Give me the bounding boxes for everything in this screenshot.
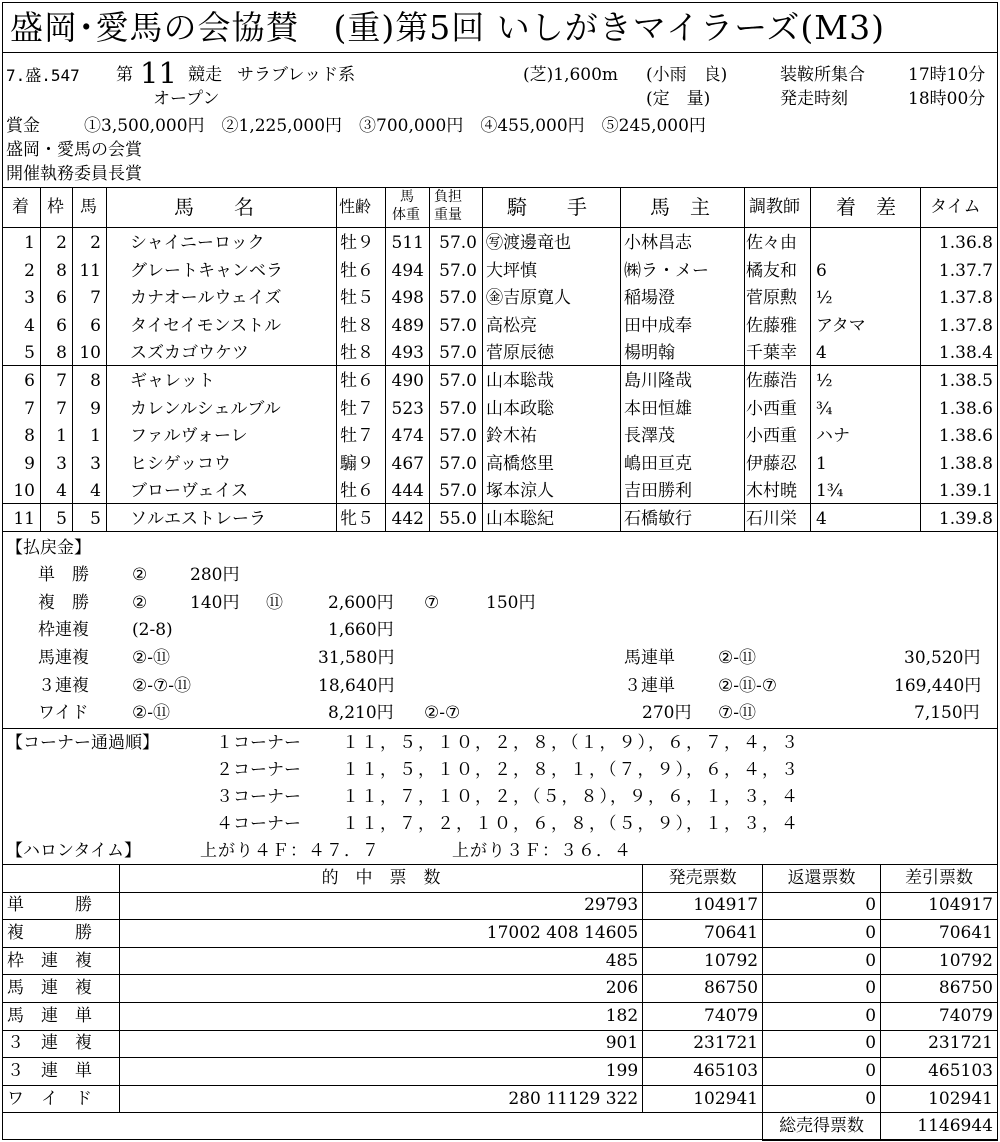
sales-net: 10792 [881, 947, 998, 975]
result-name: ファルヴォーレ [130, 426, 248, 447]
result-wt: 57.0 [439, 315, 477, 336]
corner-2-label: ２コーナー [216, 760, 301, 780]
result-frame: 8 [56, 343, 67, 364]
sales-hdr-refund: 返還票数 [763, 865, 881, 893]
result-jockey: 山本聡哉 [486, 371, 554, 391]
sales-hdr-hit: 的 中 票 数 [119, 865, 642, 893]
corners-heading: 【コーナー通過順】 [6, 733, 159, 753]
results-group-divider [2, 503, 998, 504]
sales-label: 複 勝 [3, 920, 120, 948]
hdr-trainer: 調教師 [749, 197, 800, 217]
sales-row [3, 947, 998, 975]
meeting-code: 7.盛.547 [6, 66, 80, 85]
sales-label: 単 勝 [3, 892, 120, 920]
sales-row [3, 975, 998, 1003]
result-num: 4 [90, 481, 101, 502]
result-sexage: 牡８ [340, 343, 374, 364]
fukusho-amount-3: 150円 [486, 593, 536, 613]
sales-row [3, 1058, 998, 1086]
result-row [2, 394, 998, 422]
hdr-jockey: 騎 手 [507, 195, 587, 219]
result-time: 1.39.1 [938, 481, 993, 502]
result-jockey: 塚本涼人 [486, 481, 554, 502]
result-rank: 1 [24, 233, 35, 253]
fukusho-combo-3: ⑦ [424, 593, 440, 613]
result-owner: 楊明翰 [624, 343, 675, 364]
course: (芝)1,600m [523, 65, 619, 85]
fukusho-combo-2: ⑪ [266, 593, 283, 613]
sales-sold: 465103 [643, 1058, 763, 1086]
result-jockey: 山本聡紀 [486, 509, 554, 529]
results-header-cells [2, 187, 998, 228]
result-owner: 嶋田亘克 [624, 453, 692, 474]
result-owner: ㈱ラ・メー [624, 260, 709, 281]
hdr-frame: 枠 [47, 197, 64, 217]
result-owner: 本田恒雄 [624, 398, 692, 419]
post-label: 発走時刻 [780, 89, 848, 109]
sales-sold: 86750 [643, 975, 763, 1003]
sales-total-value: 1146944 [881, 1113, 998, 1141]
sales-label: ３ 連 複 [3, 1030, 120, 1058]
result-trainer: 佐々由 [746, 233, 797, 253]
result-name: タイセイモンストル [130, 315, 282, 336]
result-trainer: 小西重 [746, 398, 797, 419]
hdr-num: 馬 [80, 197, 97, 217]
result-time: 1.39.8 [938, 509, 993, 529]
result-margin: ハナ [816, 426, 850, 447]
umatan-combo: ②-⑪ [718, 648, 756, 668]
sales-row [3, 892, 998, 920]
corner-4-order: １１，７，２，１０，６，８，（５，９），１，３，４ [342, 814, 800, 834]
result-name: カレンルシェルブル [130, 398, 281, 419]
result-wt: 57.0 [439, 260, 477, 281]
result-trainer: 伊藤忍 [746, 453, 797, 474]
result-bw: 498 [391, 288, 424, 309]
result-bw: 474 [391, 426, 424, 447]
sales-hit: 17002 408 14605 [119, 920, 642, 948]
result-jockey: 菅原辰徳 [486, 343, 554, 364]
umatan-label: 馬連単 [624, 648, 675, 668]
result-row [2, 338, 998, 366]
result-jockey: 鈴木祐 [486, 426, 537, 447]
prize-label: 賞金 [6, 116, 40, 136]
sales-hit: 485 [119, 947, 642, 975]
race-class: オープン [153, 89, 220, 109]
sales-sold: 231721 [643, 1030, 763, 1058]
result-margin: 1 [816, 453, 827, 474]
last-3f: 上がり３Ｆ：３６．４ [452, 841, 632, 861]
result-row [2, 476, 998, 504]
sales-row [3, 1002, 998, 1030]
umaren-amount: 31,580円 [318, 648, 395, 668]
sales-hit: 182 [119, 1002, 642, 1030]
result-rank: 6 [24, 371, 35, 391]
sales-net: 231721 [881, 1030, 998, 1058]
result-rank: 3 [24, 288, 35, 309]
hdr-margin: 着 差 [836, 195, 896, 219]
result-time: 1.38.6 [938, 426, 993, 447]
hdr-wt-1: 負担 [434, 189, 462, 205]
result-num: 7 [90, 288, 101, 309]
sales-hit: 280 11129 322 [119, 1085, 642, 1113]
result-rank: 10 [13, 481, 35, 502]
result-num: 1 [90, 426, 101, 447]
result-num: 11 [79, 260, 101, 281]
result-wt: 57.0 [439, 371, 477, 391]
sales-hit: 206 [119, 975, 642, 1003]
result-sexage: 騸９ [340, 453, 374, 474]
result-owner: 吉田勝利 [624, 481, 692, 502]
results-bottom-border [2, 531, 998, 532]
sales-label: ワ イ ド [3, 1085, 120, 1113]
sales-hdr-net: 差引票数 [881, 865, 998, 893]
breed: サラブレッド系 [237, 65, 356, 85]
fukusho-combo-1: ② [132, 593, 148, 613]
result-trainer: 小西重 [746, 426, 797, 447]
result-rank: 11 [13, 509, 35, 529]
results-table [2, 228, 998, 532]
result-sexage: 牡５ [340, 288, 374, 309]
result-sexage: 牡７ [340, 426, 374, 447]
result-wt: 57.0 [439, 233, 477, 253]
tansho-combo: ② [132, 565, 148, 585]
result-name: ブローヴェイス [130, 481, 249, 502]
sales-refund: 0 [763, 1030, 881, 1058]
result-frame: 3 [56, 453, 67, 474]
result-frame: 2 [56, 233, 67, 253]
sales-row [3, 1030, 998, 1058]
title-divider [2, 52, 998, 53]
result-jockey: ㊎吉原寛人 [486, 288, 571, 309]
result-bw: 511 [391, 233, 424, 253]
furlong-heading: 【ハロンタイム】 [6, 841, 141, 861]
result-row [2, 311, 998, 339]
result-sexage: 牡９ [340, 233, 374, 253]
result-bw: 490 [391, 371, 424, 391]
corner-4-label: ４コーナー [216, 814, 301, 834]
result-name: カナオールウェイズ [130, 288, 282, 309]
post-time: 18時00分 [908, 89, 986, 109]
race-number: 11 [140, 56, 177, 90]
sales-label: 馬 連 複 [3, 975, 120, 1003]
sales-row [3, 1085, 998, 1113]
result-trainer: 橘友和 [746, 260, 797, 281]
sales-table [2, 864, 998, 1141]
result-bw: 523 [391, 398, 424, 419]
result-owner: 島川隆哉 [624, 371, 692, 391]
sales-sold: 74079 [643, 1002, 763, 1030]
hdr-bw-2: 体重 [392, 207, 420, 223]
sales-refund: 0 [763, 892, 881, 920]
result-row [2, 421, 998, 449]
result-time: 1.37.7 [938, 260, 993, 281]
result-margin: ¾ [816, 398, 833, 419]
sales-net: 102941 [881, 1085, 998, 1113]
result-owner: 小林昌志 [624, 233, 692, 253]
result-time: 1.36.8 [938, 233, 993, 253]
sales-hit: 901 [119, 1030, 642, 1058]
result-trainer: 木村暁 [746, 481, 797, 502]
assembly-time: 17時10分 [908, 65, 986, 85]
result-num: 6 [90, 315, 101, 336]
result-jockey: ㊢渡邊竜也 [486, 233, 571, 253]
results-group-divider [2, 365, 998, 366]
result-trainer: 佐藤雅 [746, 315, 797, 336]
result-wt: 57.0 [439, 453, 477, 474]
result-sexage: 牡７ [340, 398, 374, 419]
result-num: 5 [90, 509, 101, 529]
tansho-label: 単 勝 [38, 565, 89, 585]
sales-total-label: 総売得票数 [763, 1113, 881, 1141]
result-bw: 493 [391, 343, 424, 364]
result-name: グレートキャンベラ [130, 260, 283, 281]
result-time: 1.37.8 [938, 315, 993, 336]
result-time: 1.38.8 [938, 453, 993, 474]
result-rank: 2 [24, 260, 35, 281]
corner-2-order: １１，５，１０，２，８，１，（７，９），６，４，３ [342, 760, 800, 780]
result-owner: 稲場澄 [624, 288, 675, 309]
sanrenpuku-amount: 18,640円 [318, 676, 395, 696]
result-num: 10 [79, 343, 101, 364]
result-time: 1.38.5 [938, 371, 993, 391]
sales-total-row [3, 1113, 998, 1141]
sanrentan-combo: ②-⑪-⑦ [718, 676, 777, 696]
wide-combo-2: ②-⑦ [424, 703, 461, 723]
result-bw: 442 [391, 509, 424, 529]
result-name: ギャレット [130, 371, 215, 391]
result-frame: 4 [56, 481, 67, 502]
hdr-name: 馬 名 [174, 195, 254, 219]
result-frame: 1 [56, 426, 67, 447]
award-2: 開催執務委員長賞 [6, 164, 142, 184]
tansho-amount: 280円 [190, 565, 240, 585]
result-owner: 田中成奉 [624, 315, 692, 336]
umatan-amount: 30,520円 [904, 648, 981, 668]
sanrenpuku-label: ３連複 [38, 676, 89, 696]
sales-header-row [3, 865, 998, 893]
wakuren-combo: (2-8) [132, 620, 173, 640]
result-frame: 7 [56, 371, 67, 391]
sales-refund: 0 [763, 1002, 881, 1030]
wide-label: ワイド [38, 703, 89, 723]
result-frame: 5 [56, 509, 67, 529]
sales-net: 104917 [881, 892, 998, 920]
sales-net: 465103 [881, 1058, 998, 1086]
result-row [2, 366, 998, 394]
result-name: ソルエストレーラ [130, 509, 266, 529]
result-wt: 57.0 [439, 398, 477, 419]
sales-refund: 0 [763, 947, 881, 975]
award-1: 盛岡・愛馬の会賞 [6, 140, 142, 160]
result-row [2, 504, 998, 532]
result-rank: 4 [24, 315, 35, 336]
sales-net: 70641 [881, 920, 998, 948]
wide-amount-2: 270円 [642, 703, 692, 723]
result-num: 8 [90, 371, 101, 391]
weight-rule: (定 量) [646, 89, 711, 109]
result-bw: 467 [391, 453, 424, 474]
result-owner: 石橋敏行 [624, 509, 692, 529]
result-time: 1.38.4 [938, 343, 993, 364]
umaren-combo: ②-⑪ [132, 648, 170, 668]
result-name: スズカゴウケツ [130, 343, 249, 364]
hdr-rank: 着 [12, 197, 29, 217]
sales-label: ３ 連 単 [3, 1058, 120, 1086]
sales-refund: 0 [763, 920, 881, 948]
corner-3-order: １１，７，１０，２，（５，８），９，６，１，３，４ [342, 787, 800, 807]
result-wt: 57.0 [439, 343, 477, 364]
result-jockey: 高松亮 [486, 315, 537, 336]
result-rank: 7 [24, 398, 35, 419]
result-margin: 4 [816, 509, 827, 529]
sales-hit: 199 [119, 1058, 642, 1086]
result-bw: 489 [391, 315, 424, 336]
result-jockey: 大坪慎 [486, 260, 537, 281]
result-num: 9 [90, 398, 101, 419]
result-num: 2 [90, 233, 101, 253]
result-frame: 8 [56, 260, 67, 281]
result-num: 3 [90, 453, 101, 474]
race-suffix: 競走 [188, 65, 222, 85]
result-trainer: 菅原勲 [746, 288, 797, 309]
result-rank: 9 [24, 453, 35, 474]
wide-amount-1: 8,210円 [328, 703, 394, 723]
wide-combo-3: ⑦-⑪ [718, 703, 756, 723]
sales-refund: 0 [763, 1058, 881, 1086]
result-wt: 57.0 [439, 426, 477, 447]
result-rank: 8 [24, 426, 35, 447]
result-margin: ½ [816, 288, 833, 309]
result-margin: アタマ [816, 315, 866, 336]
result-trainer: 石川栄 [746, 509, 797, 529]
race-title: 盛岡･愛馬の会協賛 (重)第5回 いしがきマイラーズ(M3) [10, 8, 885, 47]
sales-net: 86750 [881, 975, 998, 1003]
wide-combo-1: ②-⑪ [132, 703, 170, 723]
result-trainer: 佐藤浩 [746, 371, 797, 391]
fukusho-label: 複 勝 [38, 593, 89, 613]
fukusho-amount-2: 2,600円 [328, 593, 394, 613]
corner-3-label: ３コーナー [216, 787, 301, 807]
result-owner: 長澤茂 [624, 426, 675, 447]
sanrentan-label: ３連単 [624, 676, 675, 696]
corner-1-order: １１，５，１０，２，８，（１，９），６，７，４，３ [342, 733, 800, 753]
result-row [2, 449, 998, 477]
weather-track: (小雨 良) [646, 65, 728, 85]
wakuren-label: 枠連複 [38, 620, 89, 640]
corner-1-label: １コーナー [216, 733, 301, 753]
result-wt: 55.0 [439, 509, 477, 529]
result-frame: 6 [56, 288, 67, 309]
result-margin: 4 [816, 343, 827, 364]
result-wt: 57.0 [439, 481, 477, 502]
sanrentan-amount: 169,440円 [894, 676, 982, 696]
last-4f: 上がり４Ｆ：４７．７ [200, 841, 380, 861]
sales-sold: 10792 [643, 947, 763, 975]
result-margin: 1¾ [816, 481, 844, 502]
sales-refund: 0 [763, 1085, 881, 1113]
result-row [2, 283, 998, 311]
sales-sold: 102941 [643, 1085, 763, 1113]
payout-heading: 【払戻金】 [6, 538, 91, 558]
result-bw: 444 [391, 481, 424, 502]
wakuren-amount: 1,660円 [328, 620, 394, 640]
result-rank: 5 [24, 343, 35, 364]
umaren-label: 馬連複 [38, 648, 89, 668]
fukusho-amount-1: 140円 [190, 593, 240, 613]
result-margin: 6 [816, 260, 827, 281]
sales-row [3, 920, 998, 948]
result-bw: 494 [391, 260, 424, 281]
sales-hdr-sold: 発売票数 [643, 865, 763, 893]
result-time: 1.38.6 [938, 398, 993, 419]
result-jockey: 山本政聡 [486, 398, 554, 419]
race-prefix: 第 [116, 65, 133, 85]
result-wt: 57.0 [439, 288, 477, 309]
sales-net: 74079 [881, 1002, 998, 1030]
result-row [2, 256, 998, 284]
result-frame: 7 [56, 398, 67, 419]
hdr-owner: 馬 主 [650, 195, 710, 219]
sales-sold: 104917 [643, 892, 763, 920]
assembly-label: 装鞍所集合 [780, 65, 865, 85]
result-sexage: 牡８ [340, 315, 374, 336]
sales-label: 枠 連 複 [3, 947, 120, 975]
result-time: 1.37.8 [938, 288, 993, 309]
result-margin: ½ [816, 371, 833, 391]
result-sexage: 牝５ [340, 509, 374, 529]
result-sexage: 牡６ [340, 481, 374, 502]
result-sexage: 牡６ [340, 260, 374, 281]
sales-sold: 70641 [643, 920, 763, 948]
hdr-bw-1: 馬 [400, 189, 414, 205]
sales-label: 馬 連 単 [3, 1002, 120, 1030]
sales-hit: 29793 [119, 892, 642, 920]
result-sexage: 牡６ [340, 371, 374, 391]
result-frame: 6 [56, 315, 67, 336]
wide-amount-3: 7,150円 [914, 703, 980, 723]
result-trainer: 千葉幸 [746, 343, 797, 364]
sanrenpuku-combo: ②-⑦-⑪ [132, 676, 191, 696]
payout-divider [2, 728, 998, 729]
result-name: シャイニーロック [130, 233, 265, 253]
prize-values: ①3,500,000円 ②1,225,000円 ③700,000円 ④455,000円 ⑤245,000円 [84, 116, 706, 136]
hdr-time: タイム [930, 197, 981, 217]
sales-refund: 0 [763, 975, 881, 1003]
hdr-wt-2: 重量 [434, 207, 462, 223]
result-name: ヒシゲッコウ [130, 453, 231, 474]
result-jockey: 高橋悠里 [486, 453, 554, 474]
hdr-sexage: 性齢 [339, 197, 372, 216]
result-row [2, 228, 998, 256]
